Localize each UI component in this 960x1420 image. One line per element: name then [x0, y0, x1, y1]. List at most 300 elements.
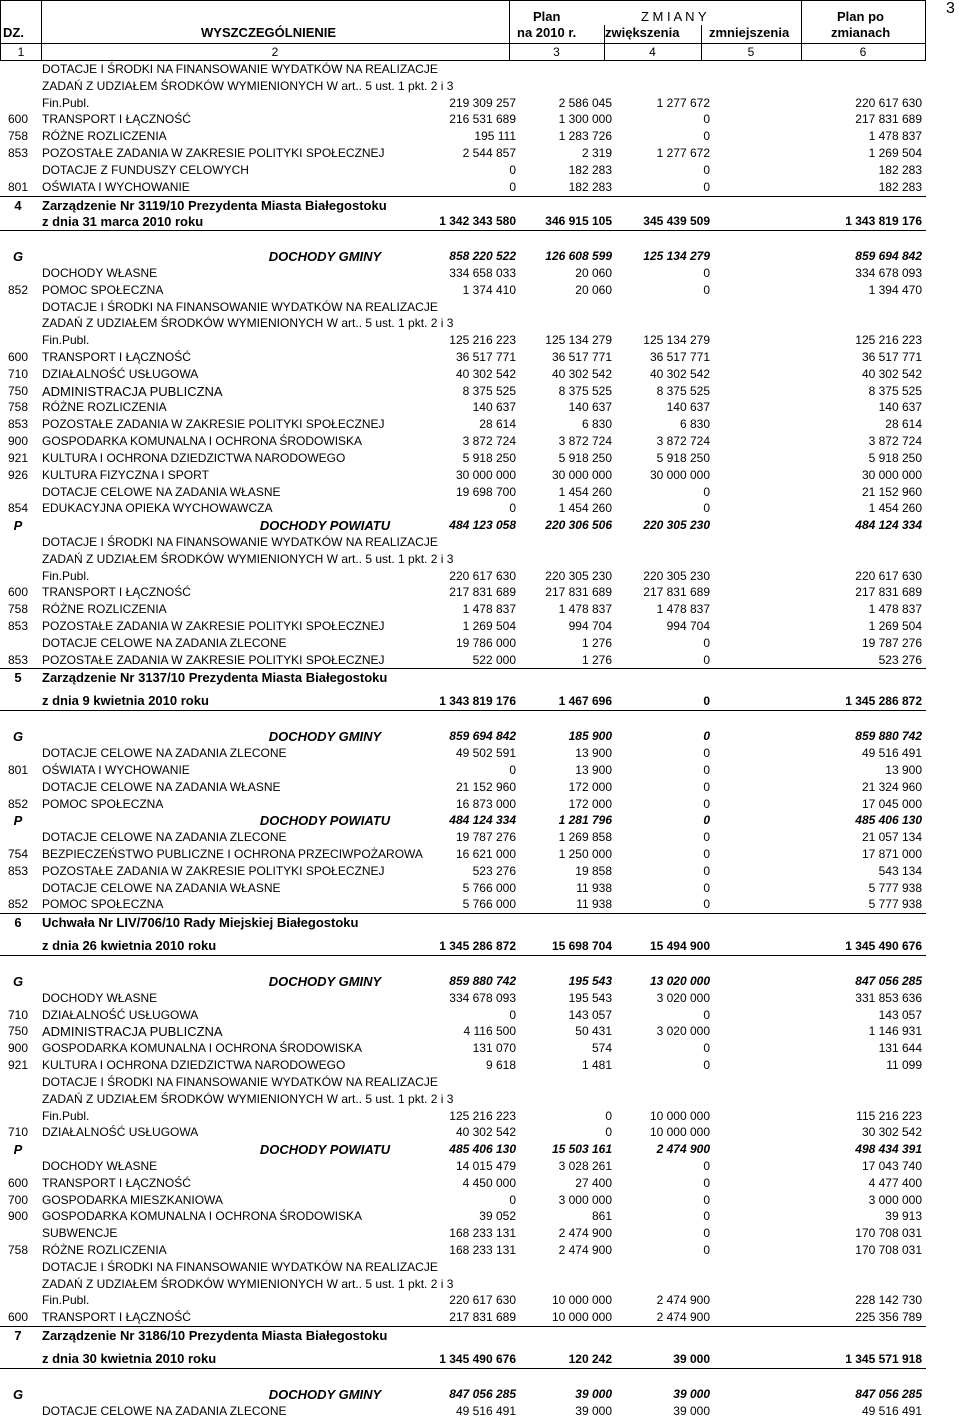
increase-value: 11 938 [576, 897, 612, 912]
table-row [0, 315, 926, 332]
plan-value: 858 220 522 [449, 249, 516, 264]
decrease-value: 15 494 900 [649, 939, 710, 953]
plan-value: 334 658 033 [449, 265, 516, 280]
row-description: DZIAŁALNOŚĆ USŁUGOWA [42, 1007, 199, 1022]
row-description: TRANSPORT I ŁĄCZNOŚĆ [42, 585, 191, 600]
plan-after-value: 17 045 000 [861, 796, 922, 811]
table-row [0, 500, 926, 517]
decrease-value: 0 [703, 729, 710, 744]
decrease-value: 0 [703, 897, 710, 912]
plan-value: 40 302 542 [455, 1125, 516, 1140]
dz-code: P [13, 1142, 23, 1158]
plan-value: 49 502 591 [455, 746, 516, 761]
increase-value: 39 000 [575, 1403, 612, 1418]
table-row [0, 467, 926, 484]
plan-value: 2 544 857 [462, 146, 516, 161]
decrease-value: 0 [703, 1041, 710, 1056]
increase-value: 1 276 [581, 635, 612, 650]
row-description: Fin.Publ. [42, 1293, 90, 1308]
section-heading-row [0, 686, 926, 711]
dz-code: 926 [7, 467, 29, 482]
table-row [0, 366, 926, 383]
table-row [0, 601, 926, 618]
plan-value: 847 056 285 [449, 1386, 516, 1401]
table-row [0, 1158, 926, 1175]
dz-code: 710 [7, 1007, 29, 1022]
plan-after-value: 30 000 000 [861, 467, 922, 482]
increase-value: 27 400 [575, 1175, 612, 1190]
increase-value: 13 900 [575, 746, 612, 761]
decrease-value: 220 305 230 [643, 568, 710, 583]
increase-value: 2 474 900 [558, 1226, 612, 1241]
plan-value: 522 000 [472, 652, 516, 667]
row-description: Uchwała Nr LIV/706/10 Rady Miejskiej Białegostoku [42, 915, 359, 931]
plan-after-value: 21 057 134 [861, 830, 922, 845]
increase-value: 30 000 000 [551, 467, 612, 482]
dz-code: 600 [7, 350, 29, 364]
plan-after-value: 125 216 223 [855, 333, 922, 348]
decrease-value: 0 [703, 635, 710, 650]
decrease-value: 1 478 837 [656, 602, 710, 617]
plan-value: 125 216 223 [449, 333, 516, 348]
plan-after-value: 182 283 [878, 179, 922, 194]
plan-value: 1 478 837 [462, 602, 516, 617]
row-description: OŚWIATA I WYCHOWANIE [42, 762, 190, 777]
plan-after-value: 21 152 960 [861, 484, 922, 499]
table-row [0, 1108, 926, 1125]
decrease-value: 39 000 [673, 1403, 710, 1418]
table-row [0, 1192, 926, 1209]
plan-after-value: 1 343 819 176 [845, 214, 922, 229]
plan-after-value: 225 356 789 [855, 1310, 922, 1325]
decrease-value: 13 020 000 [649, 974, 710, 988]
row-description: z dnia 31 marca 2010 roku [42, 214, 204, 230]
table-row [0, 1023, 926, 1040]
plan-value: 5 918 250 [462, 450, 516, 465]
plan-value: 16 621 000 [455, 846, 516, 861]
dz-code: P [13, 518, 23, 534]
decrease-value: 345 439 509 [643, 214, 710, 229]
row-description: ZADAŃ Z UDZIAŁEM ŚRODKÓW WYMIENIONYCH W art.. 5 ust. 1 pkt. 2 i 3 [42, 1276, 454, 1291]
row-description: ZADAŃ Z UDZIAŁEM ŚRODKÓW WYMIENIONYCH W art.. 5 ust. 1 pkt. 2 i 3 [42, 551, 454, 566]
dz-code: 853 [7, 146, 29, 161]
plan-value: 125 216 223 [449, 1108, 516, 1123]
column-number: 6 [859, 45, 867, 59]
row-description: RÓŻNE ROZLICZENIA [42, 1243, 167, 1257]
decrease-value: 30 000 000 [649, 467, 710, 482]
row-description: GOSPODARKA MIESZKANIOWA [42, 1192, 223, 1207]
row-description: Fin.Publ. [42, 95, 90, 110]
group-total-row [0, 1141, 926, 1158]
row-description: DOTACJE CELOWE NA ZADANIA ZLECONE [42, 1403, 287, 1418]
plan-value: 334 678 093 [449, 990, 516, 1005]
increase-value: 217 831 689 [545, 585, 612, 600]
row-description: TRANSPORT I ŁĄCZNOŚĆ [42, 1310, 191, 1325]
table-row [0, 745, 926, 762]
plan-after-value: 523 276 [878, 652, 922, 667]
plan-value: 523 276 [472, 863, 516, 878]
decrease-value: 0 [703, 1007, 710, 1022]
dz-code: 6 [14, 915, 22, 931]
header-increases: zwiększenia [605, 25, 680, 40]
plan-after-value: 115 216 223 [856, 1108, 922, 1123]
plan-after-value: 17 043 740 [861, 1158, 922, 1173]
row-description: DOTACJE I ŚRODKI NA FINANSOWANIE WYDATKÓW NA REALIZACJE [42, 62, 438, 76]
spacer-row [0, 231, 926, 248]
increase-value: 120 242 [568, 1351, 612, 1366]
dz-code: G [12, 729, 24, 745]
plan-value: 0 [509, 1007, 516, 1022]
increase-value: 10 000 000 [551, 1293, 612, 1308]
decrease-value: 125 134 279 [643, 249, 710, 264]
table-row [0, 95, 926, 112]
increase-value: 15 503 161 [551, 1142, 612, 1157]
row-description: DOTACJE I ŚRODKI NA FINANSOWANIE WYDATKÓW NA REALIZACJE [42, 1074, 438, 1089]
table-header [0, 0, 926, 43]
row-description: KULTURA FIZYCZNA I SPORT [42, 467, 209, 482]
section-heading-row [0, 1327, 926, 1344]
plan-value: 19 698 700 [455, 484, 516, 499]
group-total-row [0, 812, 926, 829]
row-description: POZOSTAŁE ZADANIA W ZAKRESIE POLITYKI SPOŁECZNEJ [42, 619, 385, 633]
increase-value: 182 283 [568, 179, 612, 194]
dz-code: 853 [7, 619, 29, 633]
increase-value: 2 586 045 [558, 95, 612, 110]
decrease-value: 0 [703, 796, 710, 811]
increase-value: 195 543 [568, 974, 612, 988]
table-row [0, 1007, 926, 1024]
plan-after-value: 17 871 000 [861, 846, 922, 861]
plan-value: 0 [509, 762, 516, 777]
row-description: DOCHODY POWIATU [259, 518, 391, 534]
table-row [0, 635, 926, 652]
increase-value: 1 276 [581, 652, 612, 667]
plan-after-value: 543 134 [878, 863, 922, 878]
table-row [0, 1057, 926, 1074]
dz-code: 750 [7, 1024, 29, 1039]
group-total-row [0, 517, 926, 534]
increase-value: 3 872 724 [558, 434, 612, 449]
row-description: DOTACJE CELOWE NA ZADANIA ZLECONE [42, 635, 287, 650]
plan-value: 28 614 [479, 417, 516, 432]
table-row [0, 584, 926, 601]
increase-value: 1 283 726 [558, 129, 612, 144]
table-row [0, 484, 926, 501]
increase-value: 10 000 000 [551, 1310, 612, 1325]
dz-code: 921 [7, 450, 29, 465]
plan-value: 220 617 630 [449, 568, 516, 583]
increase-value: 172 000 [568, 796, 612, 811]
column-number: 2 [271, 45, 279, 59]
plan-after-value: 170 708 031 [855, 1243, 922, 1257]
table-row [0, 61, 926, 78]
plan-after-value: 217 831 689 [855, 585, 922, 600]
plan-value: 5 766 000 [462, 897, 516, 912]
decrease-value: 10 000 000 [649, 1125, 710, 1140]
plan-after-value: 847 056 285 [855, 1386, 922, 1401]
plan-after-value: 1 269 504 [868, 619, 922, 633]
dz-code: 750 [7, 383, 29, 398]
increase-value: 2 319 [581, 146, 612, 161]
decrease-value: 140 637 [666, 400, 710, 415]
header-decreases: zmniejszenia [709, 25, 790, 40]
row-description: TRANSPORT I ŁĄCZNOŚĆ [42, 112, 191, 127]
section-heading-row [0, 914, 926, 931]
dz-code: 7 [14, 1328, 22, 1344]
increase-value: 13 900 [575, 762, 612, 777]
row-description: DOTACJE CELOWE NA ZADANIA WŁASNE [42, 880, 281, 895]
increase-value: 994 704 [568, 619, 612, 633]
row-description: GOSPODARKA KOMUNALNA I OCHRONA ŚRODOWISKA [42, 434, 363, 449]
plan-after-value: 217 831 689 [855, 112, 922, 127]
decrease-value: 36 517 771 [649, 350, 710, 364]
row-description: RÓŻNE ROZLICZENIA [42, 400, 167, 415]
dz-code: 700 [7, 1192, 29, 1207]
dz-code: 5 [14, 670, 22, 686]
header-changes: Z M I A N Y [641, 9, 707, 24]
plan-after-value: 498 434 391 [855, 1142, 922, 1157]
dz-code: 853 [7, 417, 29, 432]
table-row [0, 1074, 926, 1091]
increase-value: 40 302 542 [551, 366, 612, 381]
group-total-row [0, 1386, 926, 1403]
plan-after-value: 1 394 470 [868, 282, 922, 297]
row-description: ZADAŃ Z UDZIAŁEM ŚRODKÓW WYMIENIONYCH W art.. 5 ust. 1 pkt. 2 i 3 [42, 78, 454, 93]
increase-value: 346 915 105 [545, 214, 612, 229]
decrease-value: 3 872 724 [656, 434, 710, 449]
increase-value: 36 517 771 [551, 350, 612, 364]
increase-value: 20 060 [575, 265, 612, 280]
row-description: POZOSTAŁE ZADANIA W ZAKRESIE POLITYKI SPOŁECZNEJ [42, 863, 385, 878]
row-description: ZADAŃ Z UDZIAŁEM ŚRODKÓW WYMIENIONYCH W art.. 5 ust. 1 pkt. 2 i 3 [42, 316, 454, 331]
plan-value: 40 302 542 [455, 366, 516, 381]
table-row [0, 1124, 926, 1141]
plan-after-value: 28 614 [885, 417, 922, 432]
table-row [0, 551, 926, 568]
dz-code: 853 [7, 652, 29, 667]
plan-after-value: 13 900 [885, 762, 922, 777]
plan-value: 131 070 [472, 1041, 516, 1056]
decrease-value: 0 [703, 112, 710, 127]
row-description: Zarządzenie Nr 3186/10 Prezydenta Miasta Białegostoku [42, 1328, 388, 1344]
table-row [0, 416, 926, 433]
plan-after-value: 1 345 286 872 [845, 694, 922, 709]
plan-after-value: 8 375 525 [868, 383, 922, 398]
row-description: POMOC SPOŁECZNA [42, 897, 164, 912]
plan-after-value: 847 056 285 [855, 974, 922, 988]
header-divider [509, 1, 510, 43]
section-heading-row [0, 197, 926, 214]
decrease-value: 1 277 672 [656, 95, 710, 110]
table-row [0, 863, 926, 880]
row-description: DOTACJE CELOWE NA ZADANIA WŁASNE [42, 779, 281, 794]
table-row [0, 433, 926, 450]
plan-after-value: 182 283 [878, 162, 922, 177]
plan-value: 0 [509, 162, 516, 177]
plan-after-value: 1 478 837 [868, 602, 922, 617]
increase-value: 0 [605, 1108, 612, 1123]
plan-after-value: 859 880 742 [855, 729, 922, 744]
decrease-value: 1 277 672 [656, 146, 710, 161]
decrease-value: 0 [703, 484, 710, 499]
increase-value: 126 608 599 [545, 249, 612, 264]
increase-value: 1 269 858 [558, 830, 612, 845]
decrease-value: 39 000 [673, 1386, 710, 1401]
table-row [0, 299, 926, 316]
header-description: WYSZCZEGÓLNIENIE [201, 25, 337, 40]
decrease-value: 217 831 689 [643, 585, 710, 600]
plan-after-value: 19 787 276 [861, 635, 922, 650]
dz-code: G [12, 249, 24, 265]
increase-value: 6 830 [581, 417, 612, 432]
plan-after-value: 1 345 571 918 [845, 1351, 922, 1366]
decrease-value: 0 [703, 179, 710, 194]
plan-value: 217 831 689 [449, 585, 516, 600]
row-description: ADMINISTRACJA PUBLICZNA [42, 383, 223, 399]
plan-after-value: 4 477 400 [868, 1175, 922, 1190]
decrease-value: 6 830 [679, 417, 710, 432]
plan-value: 220 617 630 [449, 1293, 516, 1308]
row-description: Fin.Publ. [42, 568, 90, 583]
plan-value: 1 342 343 580 [439, 214, 516, 229]
plan-after-value: 485 406 130 [855, 813, 922, 828]
header-planpo-line1: Plan po [837, 9, 884, 24]
increase-value: 1 481 [581, 1058, 612, 1073]
table-row [0, 145, 926, 162]
plan-after-value: 484 124 334 [855, 518, 922, 533]
increase-value: 11 938 [576, 880, 612, 895]
plan-after-value: 21 324 960 [861, 779, 922, 794]
plan-value: 168 233 131 [449, 1226, 516, 1241]
dz-code: 758 [7, 602, 29, 617]
increase-value: 19 858 [575, 863, 612, 878]
row-description: z dnia 30 kwietnia 2010 roku [42, 1350, 217, 1366]
table-row [0, 1292, 926, 1309]
decrease-value: 0 [703, 1209, 710, 1224]
header-divider [925, 1, 926, 43]
table-row [0, 265, 926, 282]
increase-value: 125 134 279 [545, 333, 612, 348]
increase-value: 182 283 [568, 162, 612, 177]
row-description: ADMINISTRACJA PUBLICZNA [42, 1024, 223, 1040]
plan-value: 1 345 286 872 [439, 939, 516, 953]
row-description: DOTACJE Z FUNDUSZY CELOWYCH [42, 162, 249, 177]
row-description: Zarządzenie Nr 3137/10 Prezydenta Miasta Białegostoku [42, 670, 388, 686]
plan-after-value: 3 000 000 [868, 1192, 922, 1207]
plan-value: 0 [509, 1192, 516, 1207]
plan-after-value: 334 678 093 [855, 265, 922, 280]
section-heading-row [0, 931, 926, 956]
plan-after-value: 30 302 542 [861, 1125, 922, 1140]
table-row [0, 450, 926, 467]
row-description: DOCHODY WŁASNE [42, 990, 158, 1005]
decrease-value: 0 [703, 846, 710, 861]
section-heading-row [0, 669, 926, 686]
increase-value: 8 375 525 [558, 383, 612, 398]
plan-value: 195 111 [474, 129, 516, 144]
header-planpo-line2: zmianach [831, 25, 891, 40]
plan-after-value: 331 853 636 [855, 990, 922, 1005]
header-divider [701, 25, 702, 43]
plan-value: 140 637 [472, 400, 516, 415]
row-description: KULTURA I OCHRONA DZIEDZICTWA NARODOWEGO [42, 1058, 346, 1073]
table-row [0, 1175, 926, 1192]
plan-value: 485 406 130 [449, 1142, 516, 1157]
plan-after-value: 39 913 [885, 1209, 922, 1224]
table-row [0, 568, 926, 585]
plan-value: 216 531 689 [449, 112, 516, 127]
table-row [0, 332, 926, 349]
plan-value: 19 787 276 [455, 830, 516, 845]
row-description: DOCHODY WŁASNE [42, 265, 158, 280]
table-row [0, 1091, 926, 1108]
plan-value: 36 517 771 [455, 350, 516, 364]
dz-code: 852 [7, 796, 29, 811]
row-description: z dnia 9 kwietnia 2010 roku [42, 693, 209, 709]
decrease-value: 0 [703, 162, 710, 177]
increase-value: 140 637 [568, 400, 612, 415]
table-row [0, 1242, 926, 1259]
plan-after-value: 5 918 250 [868, 450, 922, 465]
row-description: ZADAŃ Z UDZIAŁEM ŚRODKÓW WYMIENIONYCH W art.. 5 ust. 1 pkt. 2 i 3 [42, 1091, 454, 1106]
plan-value: 9 618 [485, 1058, 516, 1073]
plan-after-value: 49 516 491 [861, 746, 922, 761]
row-description: KULTURA I OCHRONA DZIEDZICTWA NARODOWEGO [42, 450, 346, 465]
plan-after-value: 131 644 [878, 1041, 922, 1056]
header-divider [604, 25, 605, 43]
decrease-value: 2 474 900 [656, 1142, 710, 1157]
plan-after-value: 1 454 260 [868, 501, 922, 516]
dz-code: 852 [7, 897, 29, 912]
decrease-value: 0 [703, 501, 710, 516]
plan-value: 39 052 [479, 1209, 516, 1224]
table-row [0, 1040, 926, 1057]
row-description: TRANSPORT I ŁĄCZNOŚĆ [42, 350, 191, 364]
decrease-value: 0 [703, 746, 710, 761]
dz-code: 921 [7, 1058, 29, 1073]
plan-after-value: 1 146 931 [868, 1024, 922, 1039]
table-row [0, 880, 926, 897]
row-description: DOCHODY GMINY [268, 249, 382, 265]
plan-after-value: 1 478 837 [868, 129, 922, 144]
column-number: 3 [553, 45, 560, 59]
plan-value: 484 123 058 [449, 518, 516, 533]
increase-value: 15 698 704 [551, 939, 612, 953]
table-row [0, 1259, 926, 1276]
dz-code: 900 [7, 434, 29, 449]
table-row [0, 762, 926, 779]
table-row [0, 1276, 926, 1293]
table-row [0, 78, 926, 95]
row-description: DOCHODY POWIATU [259, 1142, 391, 1158]
plan-after-value: 228 142 730 [855, 1293, 922, 1308]
increase-value: 185 900 [568, 729, 612, 744]
group-total-row [0, 973, 926, 990]
table-row [0, 896, 926, 914]
decrease-value: 125 134 279 [643, 333, 710, 348]
row-description: RÓŻNE ROZLICZENIA [42, 129, 167, 144]
plan-after-value: 11 099 [886, 1058, 922, 1073]
plan-value: 14 015 479 [455, 1158, 516, 1173]
decrease-value: 0 [703, 1058, 710, 1073]
plan-value: 1 269 504 [462, 619, 516, 633]
decrease-value: 0 [703, 1243, 710, 1257]
decrease-value: 994 704 [666, 619, 710, 633]
spacer-row [0, 1369, 926, 1386]
row-description: POMOC SPOŁECZNA [42, 796, 164, 811]
row-description: DZIAŁALNOŚĆ USŁUGOWA [42, 366, 199, 381]
row-description: POMOC SPOŁECZNA [42, 282, 164, 297]
